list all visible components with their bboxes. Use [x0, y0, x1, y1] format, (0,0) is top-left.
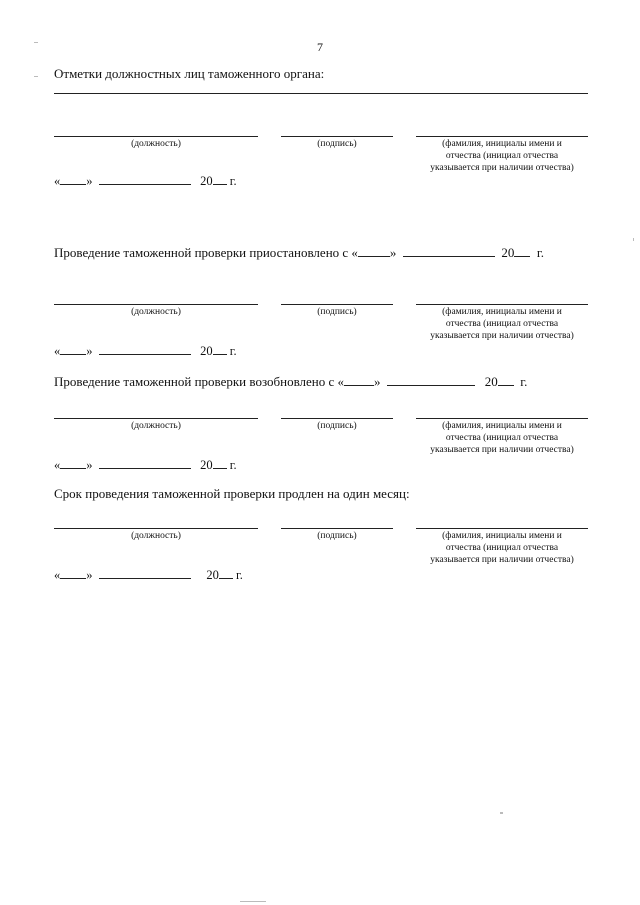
date-line: « » 20 г.	[54, 568, 243, 582]
name-line[interactable]	[416, 418, 588, 419]
year-blank[interactable]	[213, 344, 227, 355]
month-blank[interactable]	[387, 375, 475, 386]
name-line[interactable]	[416, 136, 588, 137]
signature-line[interactable]	[281, 418, 393, 419]
scan-speck	[500, 812, 503, 814]
extended-heading: Срок проведения таможенной проверки продлен на один месяц:	[54, 486, 410, 501]
signature-caption: (подпись)	[317, 139, 357, 149]
year-blank[interactable]	[219, 568, 233, 579]
position-caption: (должность)	[131, 421, 181, 431]
page-number: 7	[317, 40, 323, 54]
position-line[interactable]	[54, 304, 258, 305]
day-blank[interactable]	[344, 375, 374, 386]
position-line[interactable]	[54, 528, 258, 529]
scan-speck	[633, 238, 634, 241]
suspended-line: Проведение таможенной проверки приостановлено с « » 20 г.	[54, 245, 545, 260]
heading-officials-marks: Отметки должностных лиц таможенного органа:	[54, 66, 325, 81]
month-blank[interactable]	[99, 458, 191, 469]
position-caption: (должность)	[131, 307, 181, 317]
month-blank[interactable]	[99, 568, 191, 579]
resumed-line: Проведение таможенной проверки возобновлено с « » 20 г.	[54, 374, 528, 389]
signature-caption: (подпись)	[317, 531, 357, 541]
month-blank[interactable]	[99, 174, 191, 185]
day-blank[interactable]	[60, 174, 86, 185]
day-blank[interactable]	[60, 568, 86, 579]
name-caption: (фамилия, инициалы имени и отчества (инициал отчества указывается при наличии отчества)	[430, 307, 574, 341]
day-blank[interactable]	[60, 458, 86, 469]
name-line[interactable]	[416, 528, 588, 529]
name-caption: (фамилия, инициалы имени и отчества (инициал отчества указывается при наличии отчества)	[430, 421, 574, 455]
scan-speck	[34, 42, 38, 43]
position-line[interactable]	[54, 418, 258, 419]
day-blank[interactable]	[60, 344, 86, 355]
year-blank[interactable]	[514, 246, 530, 257]
scan-speck	[34, 76, 38, 77]
scan-speck	[240, 901, 266, 902]
position-caption: (должность)	[131, 531, 181, 541]
date-line: « » 20 г.	[54, 458, 237, 472]
signature-caption: (подпись)	[317, 307, 357, 317]
divider	[54, 93, 588, 94]
month-blank[interactable]	[99, 344, 191, 355]
date-line: « » 20 г.	[54, 344, 237, 358]
name-line[interactable]	[416, 304, 588, 305]
month-blank[interactable]	[403, 246, 495, 257]
name-caption: (фамилия, инициалы имени и отчества (инициал отчества указывается при наличии отчества)	[430, 531, 574, 565]
signature-line[interactable]	[281, 136, 393, 137]
name-caption: (фамилия, инициалы имени и отчества (инициал отчества указывается при наличии отчества)	[430, 139, 574, 173]
date-line: « » 20 г.	[54, 174, 237, 188]
day-blank[interactable]	[358, 246, 390, 257]
year-blank[interactable]	[498, 375, 514, 386]
signature-caption: (подпись)	[317, 421, 357, 431]
year-blank[interactable]	[213, 458, 227, 469]
signature-line[interactable]	[281, 304, 393, 305]
position-caption: (должность)	[131, 139, 181, 149]
position-line[interactable]	[54, 136, 258, 137]
signature-line[interactable]	[281, 528, 393, 529]
year-blank[interactable]	[213, 174, 227, 185]
